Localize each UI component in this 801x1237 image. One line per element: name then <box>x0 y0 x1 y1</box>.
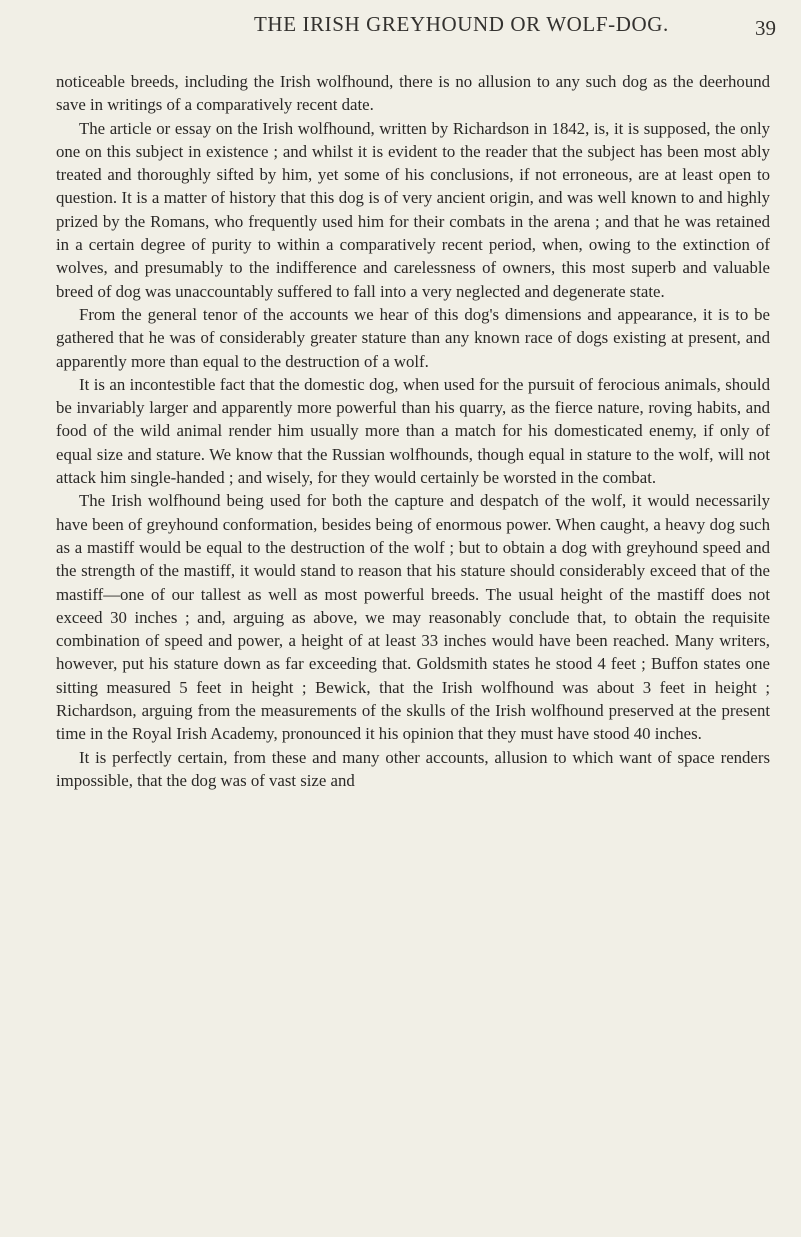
paragraph: It is perfectly certain, from these and many other accounts, allusion to which want of space renders impossible, that the dog was of vast size and <box>56 747 770 790</box>
page-number: 39 <box>755 16 776 40</box>
paragraph: The article or essay on the Irish wolfhound, written by Richardson in 1842, is, it is supposed, the only one on this subject in existence ; and whilst it is evident to the reader that the subject has been most ably treated and thoroughly sifted by him, yet some of his conclusions, if not erroneous, are at least open to question. It is a matter of history that this dog is of very ancient origin, and was well known to and highly prized by the Romans, who frequently used him for their combats in the arena ; and that he was retained in a certain degree of purity to within a comparatively recent period, when, owing to the extinction of wolves, and presumably to the indifference and carelessness of owners, this most superb and valuable breed of dog was unaccountably suffered to fall into a very neglected and degenerate state. <box>56 118 770 301</box>
paragraph: From the general tenor of the accounts we hear of this dog's dimensions and appearance, it is to be gathered that he was of considerably greater stature than any known race of dogs existing at present, and apparently more than equal to the destruction of a wolf. <box>56 304 770 371</box>
paragraph: It is an incontestible fact that the domestic dog, when used for the pursuit of ferocious animals, should be invariably larger and apparently more powerful than his quarry, as the fierce nature, roving habits, and food of the wild animal render him usually more than a match for his domesticated enemy, if only of equal size and stature. We know that the Russian wolfhounds, though equal in stature to the wolf, will not attack him single-handed ; and wisely, for they would certainly be worsted in the combat. <box>56 374 770 488</box>
paragraph: noticeable breeds, including the Irish wolfhound, there is no allusion to any such dog as the deerhound save in writings of a comparatively recent date. <box>56 72 770 115</box>
body-text <box>56 70 770 792</box>
running-title: THE IRISH GREYHOUND OR WOLF-DOG. <box>254 12 669 36</box>
paragraph: The Irish wolfhound being used for both the capture and despatch of the wolf, it would necessarily have been of greyhound conformation, besides being of enormous power. When caught, a heavy dog such as a mastiff would be equal to the destruction of the wolf ; but to obtain a dog with greyhound speed and the strength of the mastiff, it would stand to reason that his stature should considerably exceed that of the mastiff—one of our tallest as well as most powerful breeds. The usual height of the mastiff does not exceed 30 inches ; and, arguing as above, we may reasonably conclude that, to obtain the requisite combination of speed and power, a height of at least 33 inches would have been reached. Many writers, however, put his stature down as far exceeding that. Goldsmith states he stood 4 feet ; Buffon states one sitting measured 5 feet in height ; Bewick, that the Irish wolfhound was about 3 feet in height ; Richardson, arguing from the measurements of the skulls of the Irish wolfhound preserved at the present time in the Royal Irish Academy, pronounced it his opinion that they must have stood 40 inches. <box>56 491 770 744</box>
running-head <box>58 6 788 46</box>
